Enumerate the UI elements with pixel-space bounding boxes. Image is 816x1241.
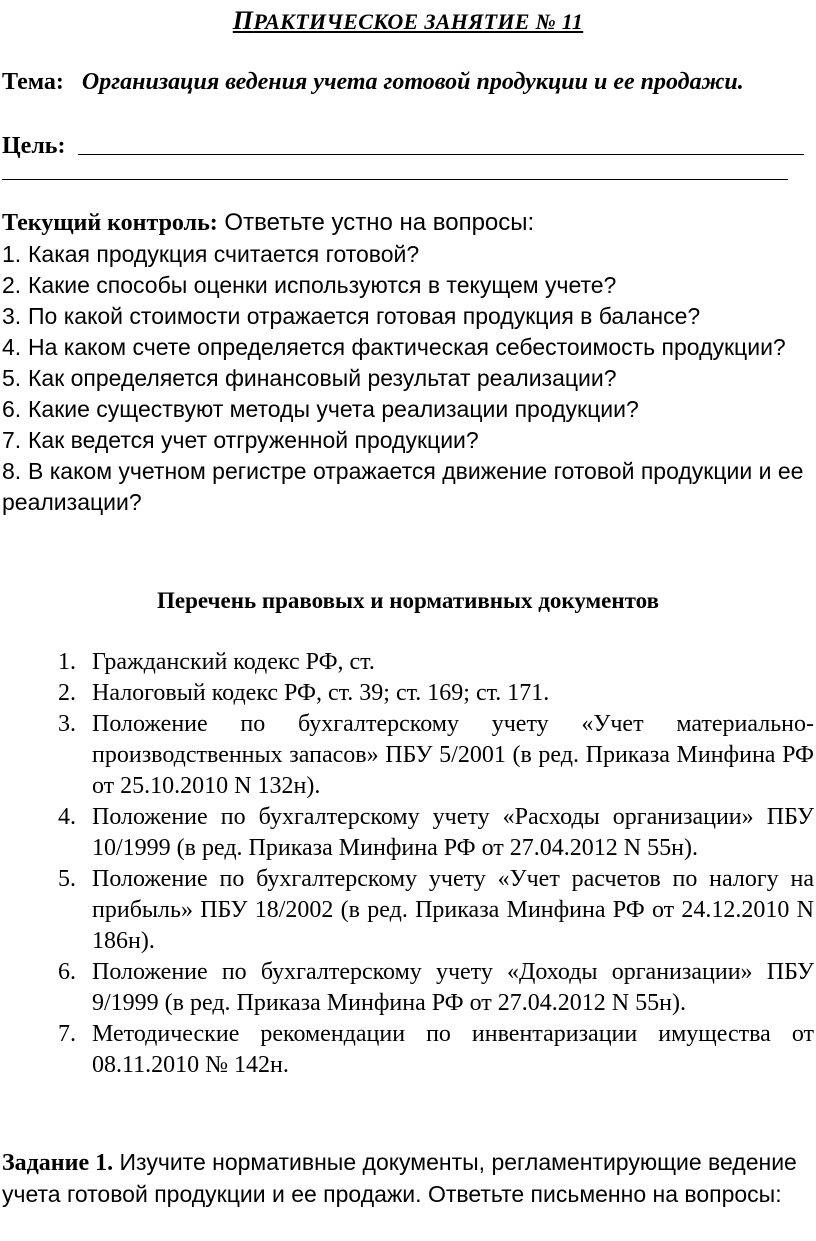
document-item xyxy=(58,678,814,709)
question-text: Как определяется финансовый результат реализации? xyxy=(28,365,617,391)
question-item xyxy=(2,270,814,301)
question-text: Какие способы оценки используются в текущем учете? xyxy=(28,272,617,298)
document-number: 5. xyxy=(58,866,76,892)
theme-label: Тема: xyxy=(2,69,64,95)
document-text: Положение по бухгалтерскому учету «Доходы организации» ПБУ 9/1999 (в ред. Приказа Минфина РФ от 27.04.2012 N 55н). xyxy=(92,959,814,1016)
question-number: 3. xyxy=(2,303,22,329)
document-text: Положение по бухгалтерскому учету «Учет расчетов по налогу на прибыль» ПБУ 18/2002 (в ред. Приказа Минфина РФ от 24.12.2010 N 186н). xyxy=(92,866,814,954)
question-item xyxy=(2,425,814,456)
question-number: 7. xyxy=(2,427,22,453)
theme-paragraph xyxy=(2,67,812,97)
document-number: 6. xyxy=(58,959,76,985)
documents-list xyxy=(58,647,814,1081)
question-item xyxy=(2,456,814,518)
goal-blank-line-2 xyxy=(2,179,788,180)
question-number: 8. xyxy=(2,458,22,484)
document-number: 1. xyxy=(58,649,76,675)
document-item xyxy=(58,1019,814,1081)
question-item xyxy=(2,332,814,363)
document-text: Налоговый кодекс РФ, ст. 39; ст. 169; ст. 171. xyxy=(92,680,550,706)
document-item xyxy=(58,864,814,957)
question-text: Какая продукция считается готовой? xyxy=(28,241,420,267)
control-label: Текущий контроль: xyxy=(2,210,218,236)
goal-blank-line xyxy=(78,154,804,155)
question-item xyxy=(2,394,814,425)
current-control xyxy=(2,208,534,238)
question-number: 4. xyxy=(2,334,22,360)
questions-list xyxy=(2,239,814,518)
question-text: На каком счете определяется фактическая себестоимость продукции? xyxy=(28,334,786,360)
document-item xyxy=(58,802,814,864)
document-number: 7. xyxy=(58,1021,76,1047)
documents-heading: Перечень правовых и нормативных документов xyxy=(156,588,659,613)
document-number: 3. xyxy=(58,711,76,737)
question-item xyxy=(2,239,814,270)
title-rest: РАКТИЧЕСКОЕ ЗАНЯТИЕ № 11 xyxy=(253,9,584,34)
document-item xyxy=(58,709,814,802)
document-text: Методические рекомендации по инвентаризации имущества от 08.11.2010 № 142н. xyxy=(92,1021,814,1078)
document-number: 2. xyxy=(58,680,76,706)
document-number: 4. xyxy=(58,804,76,830)
question-number: 5. xyxy=(2,365,22,391)
question-number: 2. xyxy=(2,272,22,298)
theme-text: Организация ведения учета готовой продукции и ее продажи. xyxy=(81,69,744,95)
question-text: Как ведется учет отгруженной продукции? xyxy=(28,427,479,453)
document-text: Положение по бухгалтерскому учету «Расходы организации» ПБУ 10/1999 (в ред. Приказа Минфина РФ от 27.04.2012 N 55н). xyxy=(92,804,814,861)
question-text: В каком учетном регистре отражается движение готовой продукции и ее реализации? xyxy=(2,458,804,515)
task-label: Задание 1. xyxy=(2,1150,114,1176)
task-text: Изучите нормативные документы, регламентирующие ведение учета готовой продукции и ее продажи. Ответьте письменно на вопросы: xyxy=(2,1149,797,1207)
title-initial: П xyxy=(232,6,254,35)
control-text: Ответьте устно на вопросы: xyxy=(217,209,535,236)
task-1 xyxy=(2,1147,812,1210)
goal-label: Цель: xyxy=(2,133,66,159)
document-text: Положение по бухгалтерскому учету «Учет материально-производственных запасов» ПБУ 5/2001 (в ред. Приказа Минфина РФ от 25.10.2010 N 132н). xyxy=(92,711,814,799)
document-item xyxy=(58,957,814,1019)
page-title xyxy=(0,6,816,37)
question-number: 6. xyxy=(2,396,22,422)
question-number: 1. xyxy=(2,241,22,267)
document-item xyxy=(58,647,814,678)
question-item xyxy=(2,301,814,332)
document-text: Гражданский кодекс РФ, ст. xyxy=(92,649,375,675)
question-item xyxy=(2,363,814,394)
question-text: По какой стоимости отражается готовая продукция в балансе? xyxy=(28,303,701,329)
question-text: Какие существуют методы учета реализации продукции? xyxy=(28,396,639,422)
